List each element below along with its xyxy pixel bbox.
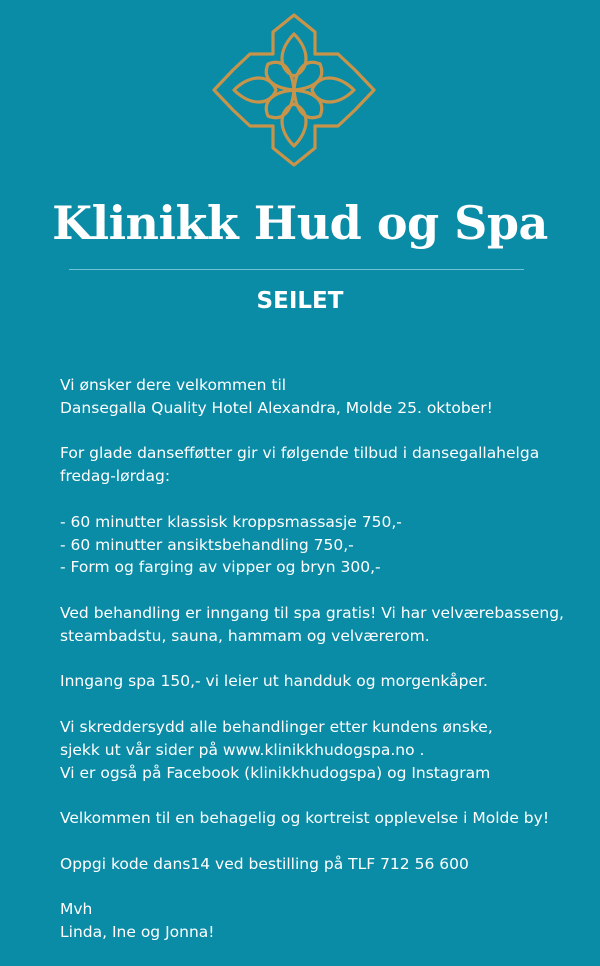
offer-intro-line-2: fredag-lørdag: <box>60 467 171 486</box>
offer-intro-line-1: For glade dansefføtter gir vi følgende tilbud i dansegallahelga <box>60 444 540 463</box>
spa-info-line-2: steambadstu, sauna, hammam og velværerom. <box>60 626 430 645</box>
spa-info-line-1: Ved behandling er inngang til spa gratis! Vi har velværebasseng, <box>60 603 564 622</box>
signoff-line-2: Linda, Ine og Jonna! <box>60 923 215 942</box>
offer-item: - 60 minutter klassisk kroppsmassasje 750,- <box>60 512 402 531</box>
blank-line <box>60 579 590 602</box>
tailor-line-3: Vi er også på Facebook (klinikkhudogspa) og Instagram <box>60 763 491 782</box>
offer-item: - 60 minutter ansiktsbehandling 750,- <box>60 535 354 554</box>
letter-body <box>60 374 590 944</box>
blank-line <box>60 488 590 511</box>
welcome-line-1: Vi ønsker dere velkommen til <box>60 376 287 394</box>
tailor-line-1: Vi skreddersydd alle behandlinger etter kundens ønske, <box>60 717 493 736</box>
offer-item: - Form og farging av vipper og bryn 300,- <box>60 558 381 577</box>
blank-line <box>60 830 590 853</box>
closing-line: Velkommen til en behagelig og kortreist opplevelse i Molde by! <box>60 809 550 828</box>
entry-line: Inngang spa 150,- vi leier ut handduk og morgenkåper. <box>60 672 488 691</box>
blank-line <box>60 648 590 671</box>
signoff-line-1: Mvh <box>60 900 93 919</box>
title-divider <box>69 269 524 270</box>
blank-line <box>60 420 590 443</box>
blank-line <box>60 876 590 899</box>
tailor-line-2: sjekk ut vår sider på www.klinikkhudogspa.no . <box>60 740 425 759</box>
page-subtitle: SEILET <box>256 288 344 314</box>
blank-line <box>60 784 590 807</box>
blank-line <box>60 693 590 716</box>
page-title: Klinikk Hud og Spa <box>52 196 548 250</box>
ornamental-knot-logo-icon <box>212 12 376 168</box>
booking-code-line: Oppgi kode dans14 ved bestilling på TLF 712 56 600 <box>60 854 469 873</box>
welcome-line-2: Dansegalla Quality Hotel Alexandra, Molde 25. oktober! <box>60 398 493 417</box>
